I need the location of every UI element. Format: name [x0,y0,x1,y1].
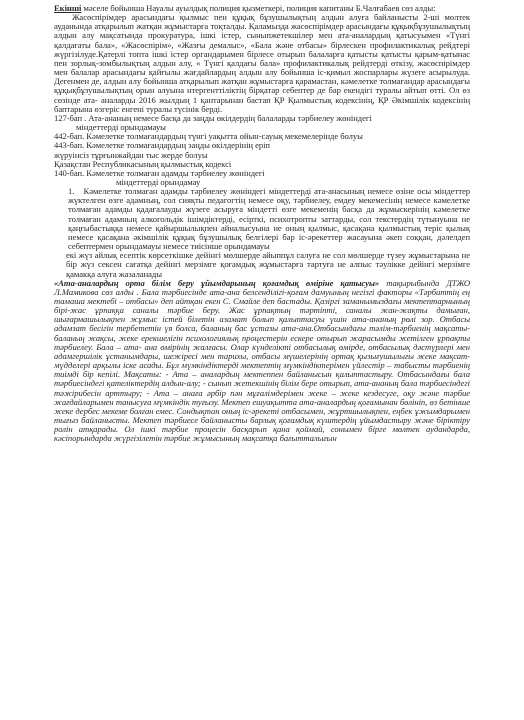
heading-label: Екінші [54,3,82,13]
item-1-number: 1. [68,186,75,197]
article-127-line2: міндеттерді орындамауы [76,122,166,133]
article-442-line1: 442-бап. Кәмелетке толмағандардың түнгі уақытта ойын-сауық мекемелерінде болуы [54,131,363,142]
paragraph-2-text: тақырыбында ДТЖО Л.Мамикова сөз алды . Бала тәрбиесінде ата-ана белсенділігі-қоғам дамуының негізгі факторы «Тәрбиттің ең тамаша мектебі – отбасы» деп айтқан екен С. Смайлe деп бастады. Қазіргі заманымыздағы мектептарнының бірі-жас ұрпаққа саналы тәрбие беру. Жас ұрпақтың тәртіпті, саналы жан-жақты дамыған, шығармашылықпен жұмыс істей білетін азамат болып қалыптасуы үшін ата-ананың рөлі зор. Отбасы адамзат бесігін тербететін үя болса, баланың бас ұстазы ата-ана.Отбасындағы тәлім-тәрбиенің мақсаты-баланың жақсы, жеке ерекшелігін психологиялық процестерін ескере отырып жарасымды жетілген ұрпақты тәрбиелеу. Бала – ата- ана өмірінің жалғасы. Олар күнделікті отбасылық өмірде, отбасылық дәстүрлері мен адамгершілік ұстанымдары, шежіресі мен тарихы, отбасы мүшелерінің ортақ қызығушылығы жеке мақсат-мүдделері арқылы іске асады. Бұл мүмкіндіктерді мектептің мүмкіндіктерімен үйлестір – табысты тәрбиенің тиімді бір кепілі. Мақсаты: - Ата – аналардың мектеппен байланысын қалыптастыру. Отбасындағы бала тәрбиесіндегі қателіктердің алдын-алу; - сынып жетекшінің білім бере отырып, ата-ананың бала тәрбиесіндегі тәжірибесін арттыру; - Ата – анаға әрбір пән мұғалімдерімен жеке – жеке кездесуге, оқу және тәрбие жағдайларымен танысуға мүмкіндік туғызу. Мектеп ешуақытта ата-аналардың қоғамынан бөлініп, өз бетінше жеке дербес мекеме болған емес. Сондықтан оның іс-әрекеті отбасымен, жұртшылықпен, еңбек ұжымдарымен тығыз байланысты. Мектеп тәрбиесе байланысты барлық қоғамдық күштердің ұйымдастыру және біріктіру ролін атқарады. Ол ішкі тәрбие процесін басқарып қана қоймай, сонымен бірге мөлтек аудандарда, кәсіпорындарда жүргізілетін тәрбие жұмысының мақсатқа бағытталығын [54,277,470,444]
paragraph-2-italic-title: «Ата-аналардың орта білім беру ұйымдарының қоғамдық өміріне қатысуы» [54,277,380,288]
item-1-text: Кәмелетке толмаған адамды тәрбиелеу жөніндегі міндеттерді ата-анасының немесе өзіне осы міндеттер жүктелген өзге адамның, сол сияқты педагогтің немесе оқу, тәрбиелеу, емдеу мекемесінің немесе кәмелетке толмаған адамды қадағалауды жүзеге асыруға міндетті өзге мекеменің басқа да жұмыскерінің кәмелетке толмаған адамның алкогольдік ішімдіктерді, есірткі, психотропты заттарды, сол текстердің түтынуына не қаңғыбастыққа немесе қайыршылықпен айналысуына не оның қылмыс, қасақана қылмыстық теріс қылық немесе қасақана әкімшілік құқық бұзушылық белгілері бар іс-әрекеттер жасауына әкеп соққан, дәлелдеп себептермен орындамауы немесе тиісінше орындамауы [68,186,470,252]
item-1 [54,187,470,251]
paragraph-1: Жасөспірімдер арасындағы қылмыс пен құқық бұзушылықтың алдын алуға байланысты 2-ші мөлтек ауданында атқарылып жатқан жұмыстарға тоқталды. Қаламызда жасөспірімдер арасындағы құқықбұзушылықтың алдын алу мақсатында прокуратура, ішкі істер, сыныпжетекшілер мен ата-аналардың қатысуымен «Түнгі қалдағаты бала», «Жасөспірім», «Жазғы демалыс», «Бала және отбасы» бірлескен профилактикалық рейдтері жүргізілуде.Қатерлі топта ішкі істер органдарымен бірлесе отырып балаларға қатысты қатысты қарым-қатынас пен зорлық-зомбылықтың алдын алу, « Түнгі қалдағы бала» профилактикалық рейдтерді өткізу, жасөспірімдер мен балалар арасындағы қайғылы жағдайлардың алдын алу бойынша іс-қимыл жоспарлары жүзеге асырылуда. Дегенмен де, алдын алу бойынша атқарылып жатқан жұмыстарға қарамастан, кәмелетке толмағандар арасындағы құқықбұзушылықтың орын алуына нтергенттіліктің бірқатар себептер де бар екендігі туралы айтып өтті. Ол өз сөзінде ата- аналарды 2016 жылдың 1 қантарынан бастап ҚР Қылмыстық кодексінің, ҚР Әкімшілік кодексінің баптарына өзгеріс енгені туралы түсінік берді. [54,12,470,114]
criminal-code-title: Қазақстан Республикасының қылмыстық кодексi [54,158,232,169]
penalty-text: екі жүз айлық есептік көрсеткішке дейінгі мөлшерде айыппұл салуға не сол мөлшерде түзеу жұмыстарына не бір жүз сексен сағатқа дейінгі мерзімге қоғамдық жұмыстарға тартуға не алпыс тәулікке дейінгі мерзімге қамакқа алуға жазаланады [66,250,470,279]
article-140-line1: 140-бап. Кәмелетке толмаған адамды тәрбиелеу жөніндегі [54,167,265,178]
article-443-line1: 443-бап. Кәмелетке толмағандардың заңды өкілдерінің ерiп [54,140,270,151]
article-443-line2: жүруінсіз тұрғынжайдан тыс жерде болуы [54,149,208,160]
article-127-line1: 127-бап . Ата-ананың немесе басқа да заңды өкілдердің балаларды тәрбиелеу жөніндегі [54,112,372,123]
article-140-line2: міндеттерді орындамау [116,176,201,187]
paragraph-2 [54,279,470,444]
heading-text: мәселе бойынша Науалы ауылдық полиция қызметкері, полиция капитаны Б.Чалғабаев сөз алды: [81,3,436,13]
